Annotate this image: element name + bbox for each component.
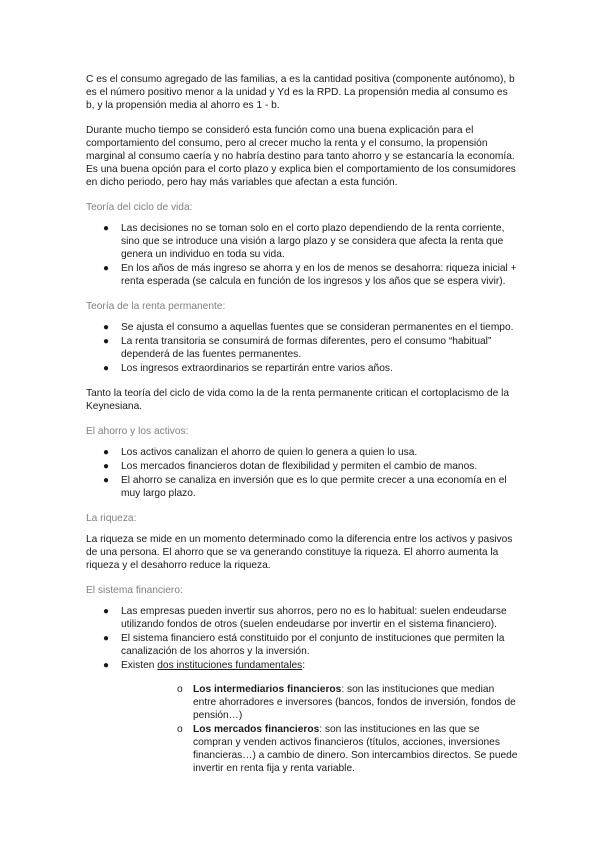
- list-item: ● Existen dos instituciones fundamentales: o Los intermediarios financieros: son las instituciones que median entre ahorradores e inversores (bancos, fondos de inversión, fondos de pensión…) o Los mercados financieros: son las instituciones en las que se compran y venden activos financieros (títulos, acciones, inversiones financieras…) a cambio de dinero. Son intercambios directos. Se puede invertir en renta fija y renta variable.: [103, 660, 518, 774]
- intro-paragraph: C es el consumo agregado de las familias, a es la cantidad positiva (componente autónomo), b es el número positivo menor a la unidad y Yd es la RPD. La propensión media al consumo es b, y la propensión media al ahorro es 1 - b.: [86, 74, 515, 111]
- wealth-heading: La riqueza:: [86, 513, 137, 524]
- circle-bullet-icon: o: [177, 684, 183, 695]
- sublist-item: o Los mercados financieros: son las instituciones en las que se compran y venden activos financieros (títulos, acciones, inversiones financieras…) a cambio de dinero. Son intercambios directos. Se puede invertir en renta fija y renta variable.: [177, 724, 518, 774]
- life-cycle-heading: Teoría del ciclo de vida:: [86, 202, 193, 213]
- sublist-item: o Los intermediarios financieros: son las instituciones que median entre ahorradores e inversores (bancos, fondos de inversión, fondos de pensión…): [177, 684, 516, 721]
- critique-paragraph: Tanto la teoría del ciclo de vida como la de la renta permanente critican el cortoplacismo de la Keynesiana.: [86, 388, 510, 412]
- list-item: ● El ahorro se canaliza en inversión que es lo que permite crecer a una economía en el muy largo plazo.: [103, 475, 507, 499]
- list-item: ● La renta transitoria se consumirá de formas diferentes, pero el consumo “habitual” dependerá de las fuentes permanentes.: [103, 336, 492, 360]
- institutions-sublist: [121, 683, 518, 775]
- bullet-icon: ●: [103, 223, 110, 234]
- bullet-icon: ●: [103, 606, 110, 617]
- list-item: ● El sistema financiero está constituido por el conjunto de instituciones que permiten la canalización de los ahorros y la inversión.: [103, 633, 505, 657]
- consumption-function-paragraph: Durante mucho tiempo se consideró esta función como una buena explicación para el comportamiento del consumo, pero al crecer mucho la renta y el consumo, la propensión marginal al consumo caería y no habría destino para tanto ahorro y se estancaría la economía. Es una buena opción para el corto plazo y explica bien el comportamiento de los consumidores en dicho periodo, pero hay más variables que afectan a esta función.: [86, 125, 516, 188]
- savings-assets-list: [86, 446, 518, 500]
- list-item: ● Se ajusta el consumo a aquellas fuentes que se consideran permanentes en el tiempo.: [103, 322, 514, 333]
- list-item: ● Los ingresos extraordinarios se repartirán entre varios años.: [103, 363, 393, 374]
- document-body: [86, 73, 518, 787]
- savings-assets-heading: El ahorro y los activos:: [86, 426, 189, 437]
- list-item: ● Los activos canalizan el ahorro de quien lo genera a quien lo usa.: [103, 447, 418, 458]
- bullet-icon: ●: [103, 363, 110, 374]
- bullet-icon: ●: [103, 322, 110, 333]
- list-item: ● En los años de más ingreso se ahorra y en los de menos se desahorra: riqueza inicial + renta esperada (se calcula en función de los ingresos y los años que se espera vivir).: [103, 263, 517, 287]
- bullet-icon: ●: [103, 263, 110, 274]
- wealth-paragraph: La riqueza se mide en un momento determinado como la diferencia entre los activos y pasivos de una persona. El ahorro que se va generando constituye la riqueza. El ahorro aumenta la riqueza y el desahorro reduce la riqueza.: [86, 534, 513, 571]
- term-bold: Los mercados financieros: [193, 724, 320, 735]
- bullet-icon: ●: [103, 447, 110, 458]
- term-bold: Los intermediarios financieros: [193, 684, 342, 695]
- list-item: ● Los mercados financieros dotan de flexibilidad y permiten el cambio de manos.: [103, 461, 478, 472]
- bullet-icon: ●: [103, 461, 110, 472]
- financial-system-list: [86, 605, 518, 775]
- bullet-icon: ●: [103, 475, 110, 486]
- permanent-income-list: [86, 321, 518, 375]
- list-item: ● Las empresas pueden invertir sus ahorros, pero no es lo habitual: suelen endeudarse utilizando fondos de otros (suelen endeudarse por invertir en el sistema financiero).: [103, 606, 507, 630]
- circle-bullet-icon: o: [177, 724, 183, 735]
- underlined-term: dos instituciones fundamentales: [157, 660, 303, 671]
- financial-system-heading: El sistema financiero:: [86, 585, 183, 596]
- life-cycle-list: [86, 222, 518, 288]
- permanent-income-heading: Teoría de la renta permanente:: [86, 301, 226, 312]
- bullet-icon: ●: [103, 336, 110, 347]
- bullet-icon: ●: [103, 660, 110, 671]
- list-item: ● Las decisiones no se toman solo en el corto plazo dependiendo de la renta corriente, sino que se introduce una visión a largo plazo y se considera que afecta la renta que genera un individuo en toda su vida.: [103, 223, 505, 260]
- bullet-icon: ●: [103, 633, 110, 644]
